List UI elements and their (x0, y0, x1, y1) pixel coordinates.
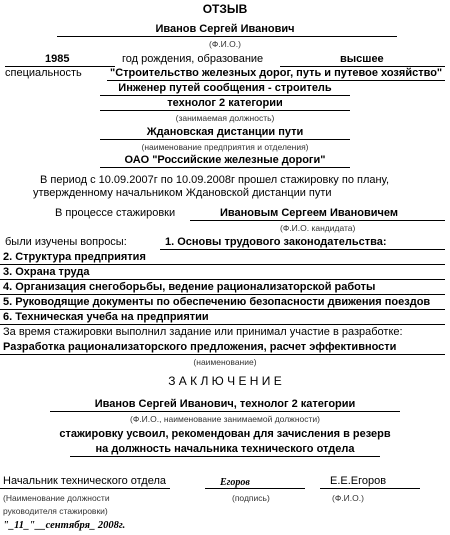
underline (100, 110, 350, 111)
signer-position-caption-1: (Наименование должности (3, 493, 110, 503)
conclusion-person: Иванов Сергей Иванович, технолог 2 категории (94, 398, 356, 410)
specialty-label: специальность (5, 67, 82, 79)
signer-name: Е.Е.Егоров (330, 475, 387, 487)
qualification: Инженер путей сообщения - строитель (118, 82, 332, 94)
underline (100, 95, 350, 96)
underline (205, 488, 305, 489)
company: ОАО "Российские железные дороги" (124, 154, 326, 166)
underline (0, 324, 445, 325)
conclusion-person-caption: (Ф.И.О., наименование занимаемой должности) (130, 414, 320, 424)
internship-label: В процессе стажировки (55, 207, 176, 219)
birth-year: 1985 (45, 53, 70, 65)
underline (57, 36, 397, 37)
candidate-name: Ивановым Сергеем Ивановичем (220, 207, 399, 219)
assignment-label: За время стажировки выполнил задание или принимал участие в разработке: (3, 326, 403, 338)
underline (160, 249, 445, 250)
assignment-caption: (наименование) (193, 357, 257, 367)
birth-education-label: год рождения, образование (122, 53, 264, 65)
period-line1: В период с 10.09.2007г по 10.09.2008г прошел стажировку по плану, (40, 174, 390, 186)
signature-caption: (подпись) (232, 493, 270, 503)
assignment-value: Разработка рационализаторского предложения, расчет эффективности (3, 341, 397, 353)
position: технолог 2 категории (167, 97, 283, 109)
topics-label: были изучены вопросы: (5, 236, 127, 248)
topic-item: 2. Структура предприятия (3, 251, 146, 263)
underline (0, 488, 170, 489)
candidate-caption: (Ф.И.О. кандидата) (280, 223, 356, 233)
position-caption: (занимаемая должность) (175, 113, 275, 123)
underline (50, 411, 400, 412)
enterprise: Ждановская дистанции пути (146, 126, 304, 138)
person-name: Иванов Сергей Иванович (155, 23, 295, 35)
topic-item: 5. Руководящие документы по обеспечению безопасности движения поездов (3, 296, 431, 308)
underline (100, 167, 350, 168)
signer-position: Начальник технического отдела (3, 475, 167, 487)
specialty-value: "Строительство железных дорог, путь и путевое хозяйство" (110, 67, 443, 79)
underline (0, 264, 445, 265)
underline (320, 488, 420, 489)
conclusion-title: З А К Л Ю Ч Е Н И Е (168, 374, 282, 388)
enterprise-caption: (наименование предприятия и отделения) (141, 142, 309, 152)
underline (0, 279, 445, 280)
topic-item: 6. Техническая учеба на предприятии (3, 311, 209, 323)
topic-item: 1. Основы трудового законодательства: (165, 236, 387, 248)
underline (100, 139, 350, 140)
signer-name-caption: (Ф.И.О.) (332, 493, 364, 503)
signer-position-caption-2: руководителя стажировки) (3, 506, 108, 516)
conclusion-text-1: стажировку усвоил, рекомендован для зачисления в резерв (59, 428, 391, 440)
document-title: ОТЗЫВ (202, 2, 248, 16)
underline (0, 309, 445, 310)
underline (70, 456, 380, 457)
handwritten-signature: Егоров (220, 477, 250, 488)
education-value: высшее (340, 53, 384, 65)
topic-item: 3. Охрана труда (3, 266, 90, 278)
name-caption: (Ф.И.О.) (209, 39, 241, 49)
document-date: "_11_"__сентября_ 2008г. (3, 520, 126, 531)
period-line2: утвержденному начальником Ждановской дистанции пути (33, 187, 332, 199)
underline (0, 354, 445, 355)
underline (0, 294, 445, 295)
topic-item: 4. Организация снегоборьбы, ведение рационализаторской работы (3, 281, 376, 293)
underline (190, 220, 445, 221)
underline (107, 80, 445, 81)
conclusion-text-2: на должность начальника технического отдела (95, 443, 355, 455)
